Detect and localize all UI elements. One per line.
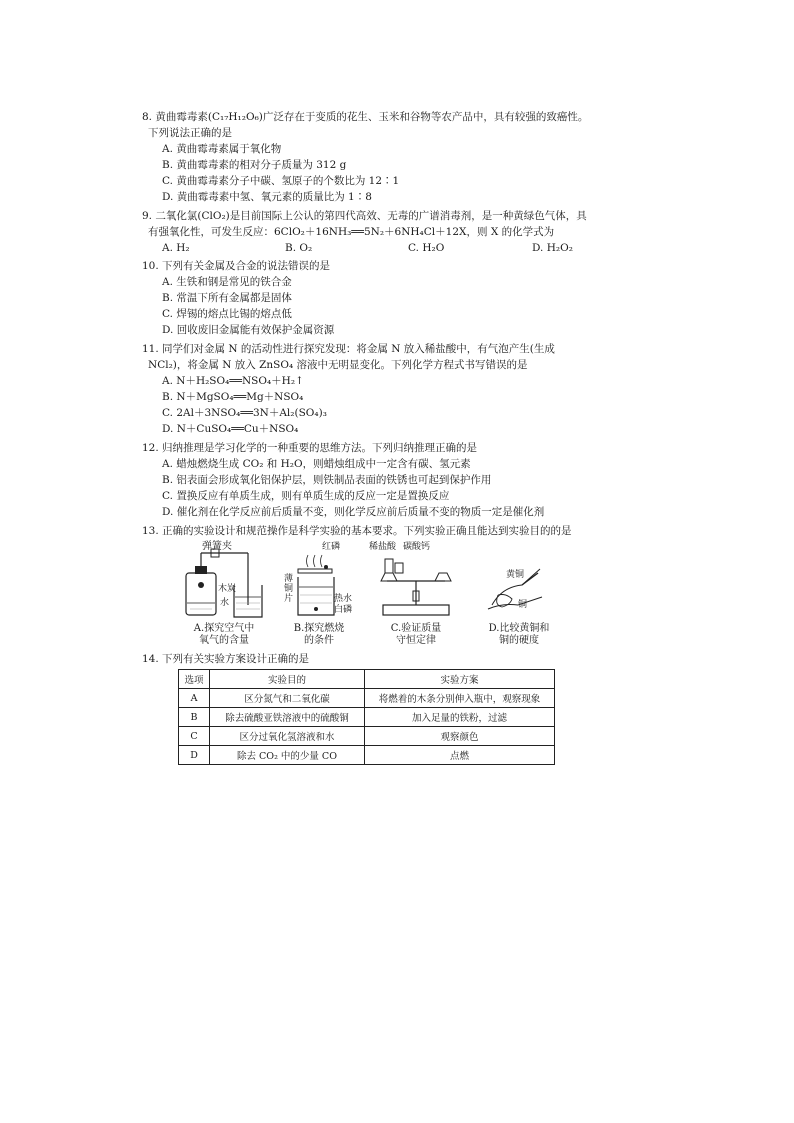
caption-c-line1: C.验证质量: [390, 623, 442, 634]
label-clip: 弹簧夹: [202, 541, 232, 552]
label-copper-sheet-2: 铜: [284, 584, 294, 594]
q11-option-c: C. 2Al＋3NSO₄══3N＋Al₂(SO₄)₃: [162, 407, 327, 419]
caption-a-line1: A.探究空气中: [193, 623, 255, 634]
q12-option-a: A. 蜡烛燃烧生成 CO₂ 和 H₂O，则蜡烛组成中一定含有碳、氢元素: [162, 458, 471, 470]
label-copper: 铜: [518, 600, 528, 610]
row-b-plan: 加入足量的铁粉，过滤: [365, 708, 555, 727]
label-copper-sheet-3: 片: [284, 594, 294, 604]
q11-stem-line2: NCl₂)，将金属 N 放入 ZnSO₄ 溶液中无明显变化。下列化学方程式书写错误的是: [148, 359, 528, 371]
figure-d-hardness: [478, 543, 560, 648]
q14-stem: 14. 下列有关实验方案设计正确的是: [142, 653, 310, 665]
q9-option-b: B. O₂: [285, 242, 313, 254]
table-header-row: [179, 670, 555, 689]
header-plan: 实验方案: [365, 670, 555, 689]
q12-option-c: C. 置换反应有单质生成，则有单质生成的反应一定是置换反应: [162, 490, 450, 502]
row-b-purpose: 除去硫酸亚铁溶液中的硫酸铜: [210, 708, 365, 727]
q10-option-c: C. 焊锡的熔点比锡的熔点低: [162, 308, 292, 320]
q11-option-d: D. N＋CuSO₄══Cu＋NSO₄: [162, 423, 299, 435]
q8-option-d: D. 黄曲霉毒素中氢、氧元素的质量比为 1∶8: [162, 191, 372, 203]
label-charcoal: 木炭: [218, 584, 237, 594]
table-row: [179, 689, 555, 708]
figure-b-combustion: [284, 543, 354, 648]
q10-option-d: D. 回收废旧金属能有效保护金属资源: [162, 324, 335, 336]
q9-option-c: C. H₂O: [408, 242, 445, 254]
apparatus-a-diagram: [178, 543, 270, 621]
row-a-purpose: 区分氮气和二氧化碳: [210, 689, 365, 708]
q10-option-a: A. 生铁和钢是常见的铁合金: [162, 276, 292, 288]
q9-stem-line1: 9. 二氧化氯(ClO₂)是目前国际上公认的第四代高效、无毒的广谱消毒剂，是一种黄绿色气体，具: [142, 210, 587, 222]
q12-option-d: D. 催化剂在化学反应前后质量不变，则化学反应前后质量不变的物质一定是催化剂: [162, 506, 545, 518]
table-row: [179, 746, 555, 765]
q8-option-c: C. 黄曲霉毒素分子中碳、氢原子的个数比为 12∶1: [162, 175, 400, 187]
caption-c-line2: 守恒定律: [396, 635, 436, 646]
row-c-plan: 观察颜色: [365, 727, 555, 746]
q11-option-b: B. N＋MgSO₄══Mg＋NSO₄: [162, 391, 304, 403]
label-water: 水: [220, 598, 230, 608]
caption-d-line1: D.比较黄铜和: [488, 623, 550, 634]
row-d-purpose: 除去 CO₂ 中的少量 CO: [210, 746, 365, 765]
table-row: [179, 727, 555, 746]
figure-c-mass-conservation: [369, 542, 457, 648]
label-white-phosphorus: 白磷: [334, 605, 353, 615]
q12-option-b: B. 铝表面会形成氧化铝保护层，则铁制品表面的铁锈也可起到保护作用: [162, 474, 492, 486]
table-row: [179, 708, 555, 727]
header-option: 选项: [179, 670, 210, 689]
row-c-option: C: [179, 727, 210, 746]
label-hydrochloric-acid: 稀盐酸: [369, 542, 397, 552]
experiment-plan-table: [178, 669, 555, 765]
q9-stem-line2: 有强氧化性，可发生反应：6ClO₂＋16NH₃══5N₂＋6NH₄Cl＋12X，则 X 的化学式为: [148, 226, 555, 238]
row-d-plan: 点燃: [365, 746, 555, 765]
caption-d-line2: 铜的硬度: [499, 635, 539, 646]
label-copper-sheet-1: 薄: [284, 574, 294, 584]
label-brass: 黄铜: [506, 570, 525, 580]
q9-option-d: D. H₂O₂: [532, 242, 573, 254]
caption-a-line2: 氧气的含量: [199, 635, 249, 646]
q13-stem: 13. 正确的实验设计和规范操作是科学实验的基本要求。下列实验正确且能达到实验目的的是: [142, 525, 572, 537]
caption-b-line1: B.探究燃烧: [293, 623, 345, 634]
caption-b-line2: 的条件: [304, 635, 334, 646]
q9-option-a: A. H₂: [162, 242, 190, 254]
label-hot-water: 热水: [334, 594, 353, 604]
label-red-phosphorus: 红磷: [322, 542, 341, 552]
q10-stem: 10. 下列有关金属及合金的说法错误的是: [142, 260, 331, 272]
label-calcium-carbonate: 碳酸钙: [403, 542, 431, 552]
q8-stem-line1: 8. 黄曲霉毒素(C₁₇H₁₂O₆)广泛存在于变质的花生、玉米和谷物等农产品中，具有较强的致癌性。: [142, 111, 589, 123]
q11-stem-line1: 11. 同学们对金属 N 的活动性进行探究发现：将金属 N 放入稀盐酸中，有气泡产生(生成: [142, 343, 555, 355]
row-d-option: D: [179, 746, 210, 765]
q10-option-b: B. 常温下所有金属都是固体: [162, 292, 292, 304]
q8-option-b: B. 黄曲霉毒素的相对分子质量为 312 g: [162, 159, 347, 171]
row-a-option: A: [179, 689, 210, 708]
apparatus-c-diagram: [375, 543, 457, 621]
q8-option-a: A. 黄曲霉毒素属于氧化物: [162, 143, 282, 155]
q8-stem-line2: 下列说法正确的是: [148, 127, 232, 139]
header-purpose: 实验目的: [210, 670, 365, 689]
row-a-plan: 将燃着的木条分别伸入瓶中，观察现象: [365, 689, 555, 708]
row-b-option: B: [179, 708, 210, 727]
row-c-purpose: 区分过氧化氢溶液和水: [210, 727, 365, 746]
q11-option-a: A. N＋H₂SO₄══NSO₄＋H₂↑: [162, 375, 304, 387]
figure-a-air-oxygen: [178, 543, 270, 648]
q12-stem: 12. 归纳推理是学习化学的一种重要的思维方法。下列归纳推理正确的是: [142, 442, 478, 454]
